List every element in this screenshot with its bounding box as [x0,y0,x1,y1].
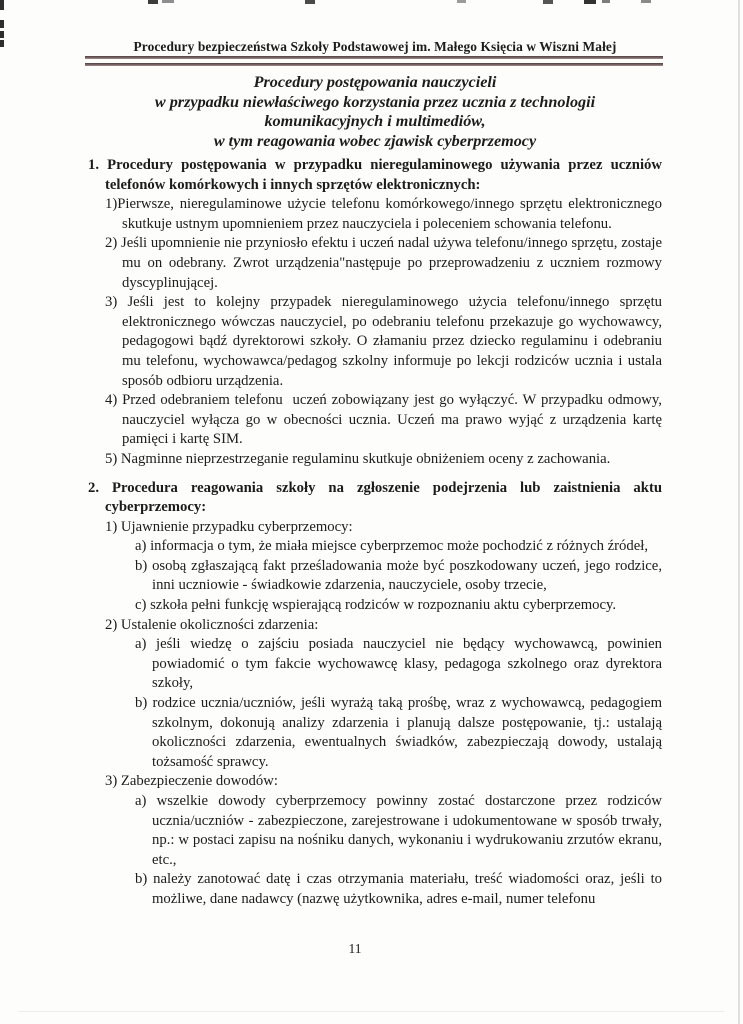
document-body [88,156,662,910]
sub-list-item [88,870,662,909]
sub-item-label: b) [135,871,154,888]
section-heading-text: Procedura reagowania szkoły na zgłoszenie podejrzenia lub zaistnienia aktu cyberprzemocy: [105,479,663,516]
document-title [88,73,662,151]
document-title-line: Procedury postępowania nauczycieli [253,73,497,91]
sub-list-item [88,537,662,557]
sub-item-text: informacja o tym, że miała miejsce cyberprzemoc może pochodzić z różnych źródeł, [150,538,649,555]
list-item [88,518,662,538]
sub-item-text: wszelkie dowody cyberprzemocy powinny zostać dostarczone przez rodziców ucznia/uczniów - zabezpieczone, zarejestrowane i udokumentowane w sposób trwały, np.: w postaci zapisu na nośniku danych, wykonaniu i wydrukowaniu zrzutów ekranu, etc., [152,793,662,868]
list-item-label: 4) [105,392,123,409]
list-item-text: Zabezpieczenie dowodów: [120,773,278,790]
section-1 [88,156,662,470]
header-rule-bottom [85,63,663,66]
list-item [88,293,662,391]
scan-artifact [148,0,158,4]
scan-artifact [602,0,610,3]
list-item-label: 2) [105,235,121,252]
list-item-text: Ujawnienie przypadku cyberprzemocy: [120,518,353,535]
sub-item-text: osobą zgłaszającą fakt prześladowania może być poszkodowany uczeń, jego rodzice, inni uczniowie - świadkowie zdarzenia, nauczyciele, osoby trzecie, [152,557,662,594]
sub-item-label: b) [135,695,153,712]
list-item [88,616,662,636]
scan-edge-line [738,0,740,1024]
document-title-line: w tym reagowania wobec zjawisk cyberprzemocy [213,131,537,150]
list-item-label: 1) [105,518,121,535]
sub-item-text: szkoła pełni funkcję wspierającą rodziców w rozpoznaniu aktu cyberprzemocy. [150,597,617,614]
sub-item-text: rodzice ucznia/uczniów, jeśli wyrażą taką prośbę, wraz z wychowawcą, pedagogiem szkolnym, dokonują analizy zdarzenia i planują dalsze postępowanie, tj.: ustalają okoliczności zdarzenia, ewentualnych świadków, zabezpieczają dowody, ustalają tożsamość sprawcy. [152,695,662,770]
sub-item-text: jeśli wiedzę o zajściu posiada nauczyciel nie będący wychowawcą, powinien powiadomić o tym fakcie wychowawcę klasy, pedagoga szkolnego oraz dyrektora szkoły, [152,636,662,692]
list-item [88,234,662,293]
scan-artifact [543,0,553,4]
section-heading-text: Procedury postępowania w przypadku nieregulaminowego używania przez uczniów telefonów komórkowych i innych sprzętów elektronicznych: [105,157,662,193]
section-number: 2. [88,479,113,496]
list-item-text: Jeśli jest to kolejny przypadek nieregulaminowego użycia telefonu/innego sprzętu elektronicznego wówczas nauczyciel, po odebraniu telefonu przekazuje go wychowawcy, pedagogowi bądź dyrektorowi szkoły. O złamaniu przez dziecko regulaminu i odebraniu mu telefonu, wychowawca/pedagog szkolny informuje po lekcji rodziców ucznia i ustala sposób odbioru urządzenia. [122,294,662,389]
list-item [88,195,662,234]
scan-artifact [0,31,4,38]
list-item-label: 1) [105,196,118,213]
sub-list-item [88,557,662,596]
sub-item-label: a) [135,793,157,809]
list-item-label: 3) [105,294,128,311]
list-item-text: Pierwsze, nieregulaminowe użycie telefonu komórkowego/innego sprzętu elektronicznego skutkuje ustnym upomnieniem przez nauczyciela i poleceniem schowania telefonu. [117,196,662,232]
sub-list-item [88,792,662,870]
document-title-line: komunikacyjnych i multimediów, [264,112,486,130]
header-rule-top [85,56,663,59]
list-item [88,391,662,450]
scan-artifact [0,20,4,28]
section-heading [88,479,662,518]
list-item-text: Nagminne nieprzestrzeganie regulaminu skutkuje obniżeniem oceny z zachowania. [120,450,611,467]
list-item [88,450,662,470]
sub-item-label: b) [135,557,153,574]
section-heading [88,156,662,195]
page-number: 11 [348,941,362,956]
scan-artifact [0,40,4,47]
scan-artifact [305,0,315,4]
list-item-label: 3) [105,773,121,790]
section-2 [88,479,662,910]
scan-artifact [0,0,4,10]
scan-edge-line [18,1011,724,1012]
scan-artifact [584,0,596,4]
list-item [88,772,662,792]
sub-list-item [88,694,662,772]
header-double-rule [85,56,663,66]
list-item-text: Jeśli upomnienie nie przyniosło efektu i uczeń nadal używa telefonu/innego sprzętu, zostaje mu on odebrany. Zwrot urządzenia"następuje po przeprowadzeniu z uczniem rozmowy dyscyplinującej. [121,235,662,291]
sub-item-text: należy zanotować datę i czas otrzymania materiału, treść wiadomości oraz, jeśli to możliwe, dane nadawcy (nazwę użytkownika, adres e-mail, numer telefonu [152,871,662,907]
scan-artifact [162,0,174,3]
scan-artifact [641,0,651,3]
sub-item-label: a) [135,538,151,555]
section-number: 1. [88,157,108,173]
scan-artifact [457,0,466,3]
list-item-text: Przed odebraniem telefonu uczeń zobowiązany jest go wyłączyć. W przypadku odmowy, nauczyciel wyłącza go w obecności ucznia. Uczeń ma prawo wyjąć z urządzenia kartę pamięci i kartę SIM. [122,392,662,448]
running-header: Procedury bezpieczeństwa Szkoły Podstawowej im. Małego Księcia w Wiszni Małej [133,39,617,54]
sub-list-item [88,635,662,694]
sub-item-label: a) [135,636,157,653]
sub-list-item [88,596,662,616]
sub-item-label: c) [135,597,151,614]
list-item-text: Ustalenie okoliczności zdarzenia: [120,616,319,633]
list-item-label: 5) [105,450,121,467]
document-title-line: w przypadku niewłaściwego korzystania przez ucznia z technologii [154,92,596,111]
list-item-label: 2) [105,616,121,633]
